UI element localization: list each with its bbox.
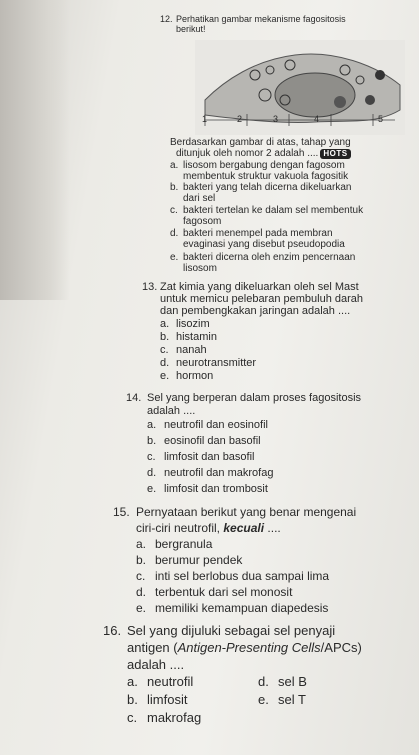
q13-option-e-text: hormon xyxy=(176,370,214,382)
q15-stem-suffix: .... xyxy=(267,521,281,535)
q16-option-b-text: limfosit xyxy=(147,692,188,707)
q16-option-a-text: neutrofil xyxy=(147,674,194,689)
q15-option-e-text: memiliki kemampuan diapedesis xyxy=(155,601,329,615)
page-shadow xyxy=(0,0,70,300)
q12-number: 12. xyxy=(160,14,173,24)
q13-option-c-letter: c. xyxy=(160,344,169,356)
q13-option-b-text: histamin xyxy=(176,331,217,343)
q12-option-b-line1: bakteri yang telah dicerna dikeluarkan xyxy=(183,182,352,193)
q12-stem-line2: berikut! xyxy=(176,24,206,34)
q16-stem-line2 xyxy=(127,641,362,654)
q13-option-b-letter: b. xyxy=(160,331,170,343)
q15-stem-line2 xyxy=(136,522,281,534)
q15-option-c-letter: c. xyxy=(136,569,146,583)
q16-option-c-text: makrofag xyxy=(147,710,202,725)
q14-stem-line2: adalah .... xyxy=(147,405,196,417)
q14-option-e-text: limfosit dan trombosit xyxy=(164,483,268,495)
q15-option-c-text: inti sel berlobus dua sampai lima xyxy=(155,569,330,583)
diagram-label-2: 2 xyxy=(237,114,243,124)
q15-stem-line1: Pernyataan berikut yang benar mengenai xyxy=(136,505,357,519)
q12-option-d-line1: bakteri menempel pada membran xyxy=(183,228,333,239)
q15-option-d-letter: d. xyxy=(136,585,147,599)
q15-stem-prefix: ciri-ciri neutrofil, xyxy=(136,521,221,535)
q16-option-d-letter: d. xyxy=(258,674,269,689)
q13-stem-line2: untuk memicu pelebaran pembuluh darah xyxy=(160,293,364,305)
q14-option-a-letter: a. xyxy=(147,419,157,431)
q15-option-a-text: bergranula xyxy=(155,537,213,551)
q16-stem-emphasis: Antigen-Presenting Cells xyxy=(177,640,321,655)
q14-stem-line1: Sel yang berperan dalam proses fagositosis xyxy=(147,392,362,404)
q13-option-e-letter: e. xyxy=(160,370,170,382)
q16-stem-line1: Sel yang dijuluki sebagai sel penyaji xyxy=(127,623,336,638)
q15-option-e-letter: e. xyxy=(136,601,147,615)
q12-prompt-line1: Berdasarkan gambar di atas, tahap yang xyxy=(170,137,351,148)
q12-option-c-letter: c. xyxy=(170,205,178,216)
q15-option-b-letter: b. xyxy=(136,553,147,567)
q14-option-c-letter: c. xyxy=(147,451,156,463)
q12-option-d-letter: d. xyxy=(170,228,179,239)
q14-option-b-text: eosinofil dan basofil xyxy=(164,435,261,447)
q12-option-a-line2: membentuk struktur vakuola fagositik xyxy=(183,171,349,182)
q13-option-c-text: nanah xyxy=(176,344,207,356)
q15-number: 15. xyxy=(113,505,130,519)
q16-option-c-letter: c. xyxy=(127,710,138,725)
diagram-label-3: 3 xyxy=(273,114,279,124)
q12-prompt-text: ditunjuk oleh nomor 2 adalah .... xyxy=(176,148,319,159)
q12-option-e-line2: lisosom xyxy=(183,263,217,274)
q13-option-d-text: neurotransmitter xyxy=(176,357,257,369)
q14-option-e-letter: e. xyxy=(147,483,157,495)
q13-number: 13. xyxy=(142,281,158,293)
q13-stem-line3: dan pembengkakan jaringan adalah .... xyxy=(160,305,351,317)
q14-option-d-text: neutrofil dan makrofag xyxy=(164,467,274,479)
diagram-label-5: 5 xyxy=(378,114,384,124)
q12-option-a-line1: lisosom bergabung dengan fagosom xyxy=(183,160,345,171)
q13-option-a-text: lisozim xyxy=(176,318,210,330)
phagocytosis-diagram xyxy=(195,40,405,135)
q12-option-a-letter: a. xyxy=(170,160,179,171)
q12-option-e-letter: e. xyxy=(170,252,179,263)
q15-option-b-text: berumur pendek xyxy=(155,553,243,567)
q14-number: 14. xyxy=(126,392,142,404)
q12-option-c-line1: bakteri tertelan ke dalam sel membentuk xyxy=(183,205,364,216)
q16-number: 16. xyxy=(103,623,122,638)
q12-option-d-line2: evaginasi yang disebut pseudopodia xyxy=(183,239,345,250)
q15-stem-emphasis: kecuali xyxy=(223,521,265,535)
q16-option-b-letter: b. xyxy=(127,692,138,707)
q16-option-d-text: sel B xyxy=(278,674,307,689)
q16-option-e-letter: e. xyxy=(258,692,269,707)
q14-option-c-text: limfosit dan basofil xyxy=(164,451,255,463)
diagram-label-1: 1 xyxy=(202,114,208,124)
diagram-label-4: 4 xyxy=(314,114,320,124)
q13-stem-line1: Zat kimia yang dikeluarkan oleh sel Mast xyxy=(160,281,359,293)
q13-option-d-letter: d. xyxy=(160,357,170,369)
q12-option-c-line2: fagosom xyxy=(183,216,222,227)
q12-prompt-line2 xyxy=(176,149,351,159)
q15-option-a-letter: a. xyxy=(136,537,147,551)
q12-option-e-line1: bakteri dicerna oleh enzim pencernaan xyxy=(183,252,356,263)
q16-option-e-text: sel T xyxy=(278,692,306,707)
q16-option-a-letter: a. xyxy=(127,674,138,689)
q12-option-b-letter: b. xyxy=(170,182,179,193)
q13-option-a-letter: a. xyxy=(160,318,170,330)
hots-badge: HOTS xyxy=(320,149,350,159)
q12-option-b-line2: dari sel xyxy=(183,193,216,204)
q16-stem-prefix: antigen ( xyxy=(127,640,178,655)
q12-stem-line1: Perhatikan gambar mekanisme fagositosis xyxy=(176,14,346,24)
q16-stem-suffix: /APCs) xyxy=(320,640,362,655)
q16-stem-line3: adalah .... xyxy=(127,657,185,672)
q14-option-b-letter: b. xyxy=(147,435,157,447)
q15-option-d-text: terbentuk dari sel monosit xyxy=(155,585,293,599)
q14-option-d-letter: d. xyxy=(147,467,157,479)
q14-option-a-text: neutrofil dan eosinofil xyxy=(164,419,268,431)
